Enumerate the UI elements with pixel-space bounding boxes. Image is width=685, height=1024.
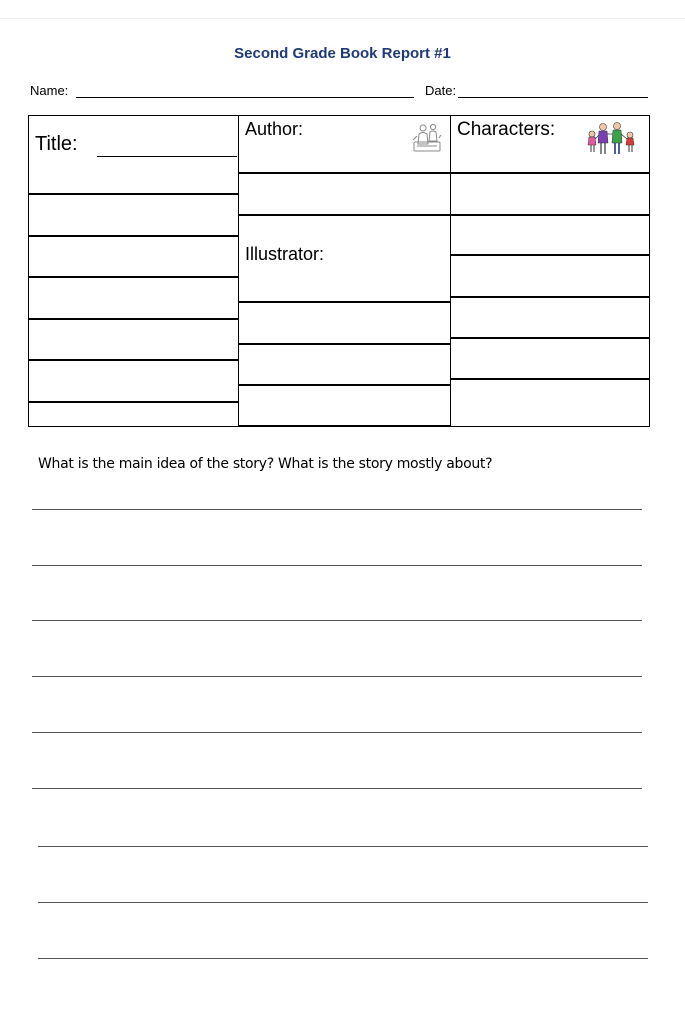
row-line — [29, 276, 238, 278]
author-sketch-icon — [411, 120, 443, 154]
title-field[interactable] — [97, 156, 237, 157]
row-line — [29, 318, 238, 320]
row-line — [451, 378, 650, 380]
title-label: Title: — [35, 133, 78, 155]
book-info-table — [28, 115, 650, 427]
report-title: Second Grade Book Report #1 — [234, 45, 451, 62]
row-line — [451, 296, 650, 298]
row-line — [29, 401, 238, 403]
column-divider — [238, 116, 239, 426]
row-line — [239, 384, 450, 386]
answer-line[interactable] — [32, 676, 642, 677]
row-line — [239, 172, 450, 174]
answer-line[interactable] — [38, 902, 648, 903]
row-line — [451, 214, 650, 216]
row-line — [239, 214, 450, 216]
date-field[interactable] — [458, 97, 648, 98]
illustrator-label: Illustrator: — [245, 244, 325, 264]
author-label: Author: — [245, 119, 304, 139]
row-line — [29, 359, 238, 361]
date-label: Date: — [425, 83, 457, 98]
row-line — [29, 193, 238, 195]
row-line — [239, 301, 450, 303]
characters-label: Characters: — [457, 119, 556, 140]
answer-line[interactable] — [32, 565, 642, 566]
row-line — [29, 235, 238, 237]
answer-line[interactable] — [38, 958, 648, 959]
row-line — [451, 254, 650, 256]
answer-line[interactable] — [32, 620, 642, 621]
answer-line[interactable] — [32, 732, 642, 733]
answer-line[interactable] — [32, 788, 642, 789]
row-line — [451, 337, 650, 339]
main-idea-question: What is the main idea of the story? What is the story mostly about? — [38, 456, 493, 472]
page-top-edge — [0, 18, 685, 19]
answer-line[interactable] — [38, 846, 648, 847]
row-line — [451, 172, 650, 174]
family-characters-icon — [585, 120, 639, 156]
row-line — [239, 425, 450, 427]
row-line — [239, 343, 450, 345]
name-label: Name: — [30, 83, 69, 98]
name-field[interactable] — [76, 97, 414, 98]
answer-line[interactable] — [32, 509, 642, 510]
